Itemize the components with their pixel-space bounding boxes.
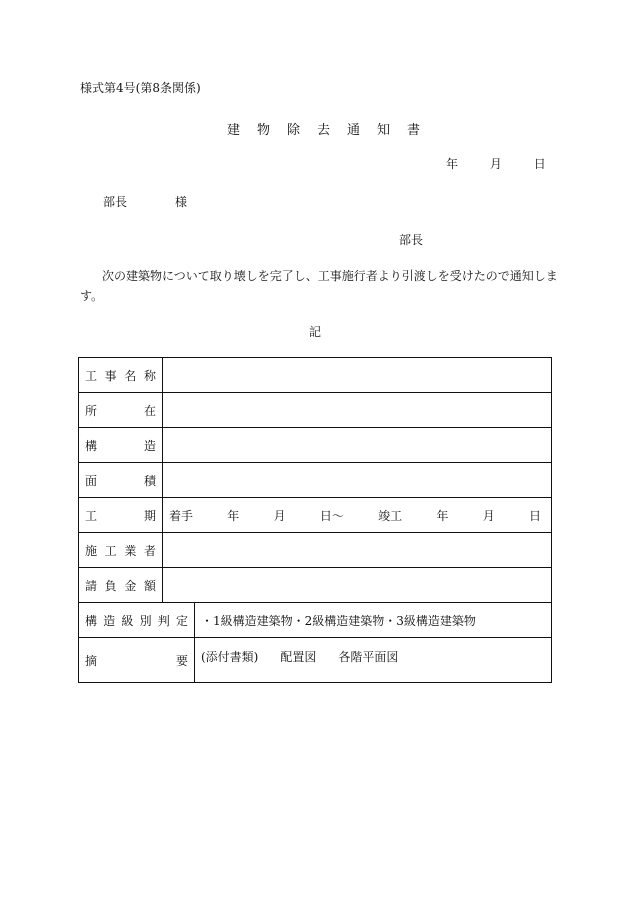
- attachment-site-plan: 配置図: [280, 650, 317, 664]
- form-number: 様式第4号(第8条関係): [80, 81, 201, 95]
- date-line: [446, 155, 546, 172]
- period-year1: 年: [227, 508, 240, 523]
- date-month: 月: [489, 157, 502, 171]
- row-label: 面 積: [79, 463, 163, 498]
- body-text: [80, 266, 560, 306]
- period-field[interactable]: [163, 498, 552, 533]
- period-day1: 日～: [319, 508, 344, 523]
- addressee-honorific: 様: [175, 195, 188, 209]
- form-table: [78, 357, 552, 683]
- row-label: 構 造 級 別 判 定: [79, 603, 195, 638]
- document-title: 建物除去通知書: [227, 123, 438, 138]
- classification-field[interactable]: ・1級構造建築物・2級構造建築物・3級構造建築物: [195, 603, 552, 638]
- period-month1: 月: [273, 508, 286, 523]
- contract-amount-field[interactable]: [163, 568, 552, 603]
- construction-name-field[interactable]: [163, 358, 552, 393]
- remarks-field[interactable]: [195, 638, 552, 683]
- table-row: [79, 498, 552, 533]
- row-label: 摘 要: [79, 638, 195, 683]
- ki-mark: 記: [309, 325, 322, 339]
- date-day: 日: [533, 157, 546, 171]
- row-label: 請 負 金 額: [79, 568, 163, 603]
- location-field[interactable]: [163, 393, 552, 428]
- area-field[interactable]: [163, 463, 552, 498]
- row-label: 所 在: [79, 393, 163, 428]
- row-label: 工 事 名 称: [79, 358, 163, 393]
- table-row: [79, 428, 552, 463]
- table-row: [79, 568, 552, 603]
- addressee-title: 部長: [103, 195, 128, 209]
- body-paragraph: 次の建築物について取り壊しを完了し、工事施行者より引渡しを受けたので通知します。: [80, 269, 558, 303]
- period-line: [169, 507, 545, 524]
- table-row: [79, 463, 552, 498]
- row-label: 施 工 業 者: [79, 533, 163, 568]
- table-row: [79, 638, 552, 683]
- attachments-label: (添付書類): [201, 650, 259, 664]
- period-year2: 年: [436, 508, 449, 523]
- attachment-floor-plans: 各階平面図: [338, 650, 399, 664]
- period-start: 着手: [169, 508, 194, 523]
- row-label: 工 期: [79, 498, 163, 533]
- date-year: 年: [446, 157, 459, 171]
- contractor-field[interactable]: [163, 533, 552, 568]
- table-row: [79, 358, 552, 393]
- period-day2: 日: [528, 508, 541, 523]
- addressee: [103, 193, 187, 210]
- structure-field[interactable]: [163, 428, 552, 463]
- row-label: 構 造: [79, 428, 163, 463]
- table-row: [79, 393, 552, 428]
- table-row: [79, 533, 552, 568]
- period-month2: 月: [482, 508, 495, 523]
- period-end: 竣工: [378, 508, 403, 523]
- sender: 部長: [399, 233, 424, 247]
- table-row: [79, 603, 552, 638]
